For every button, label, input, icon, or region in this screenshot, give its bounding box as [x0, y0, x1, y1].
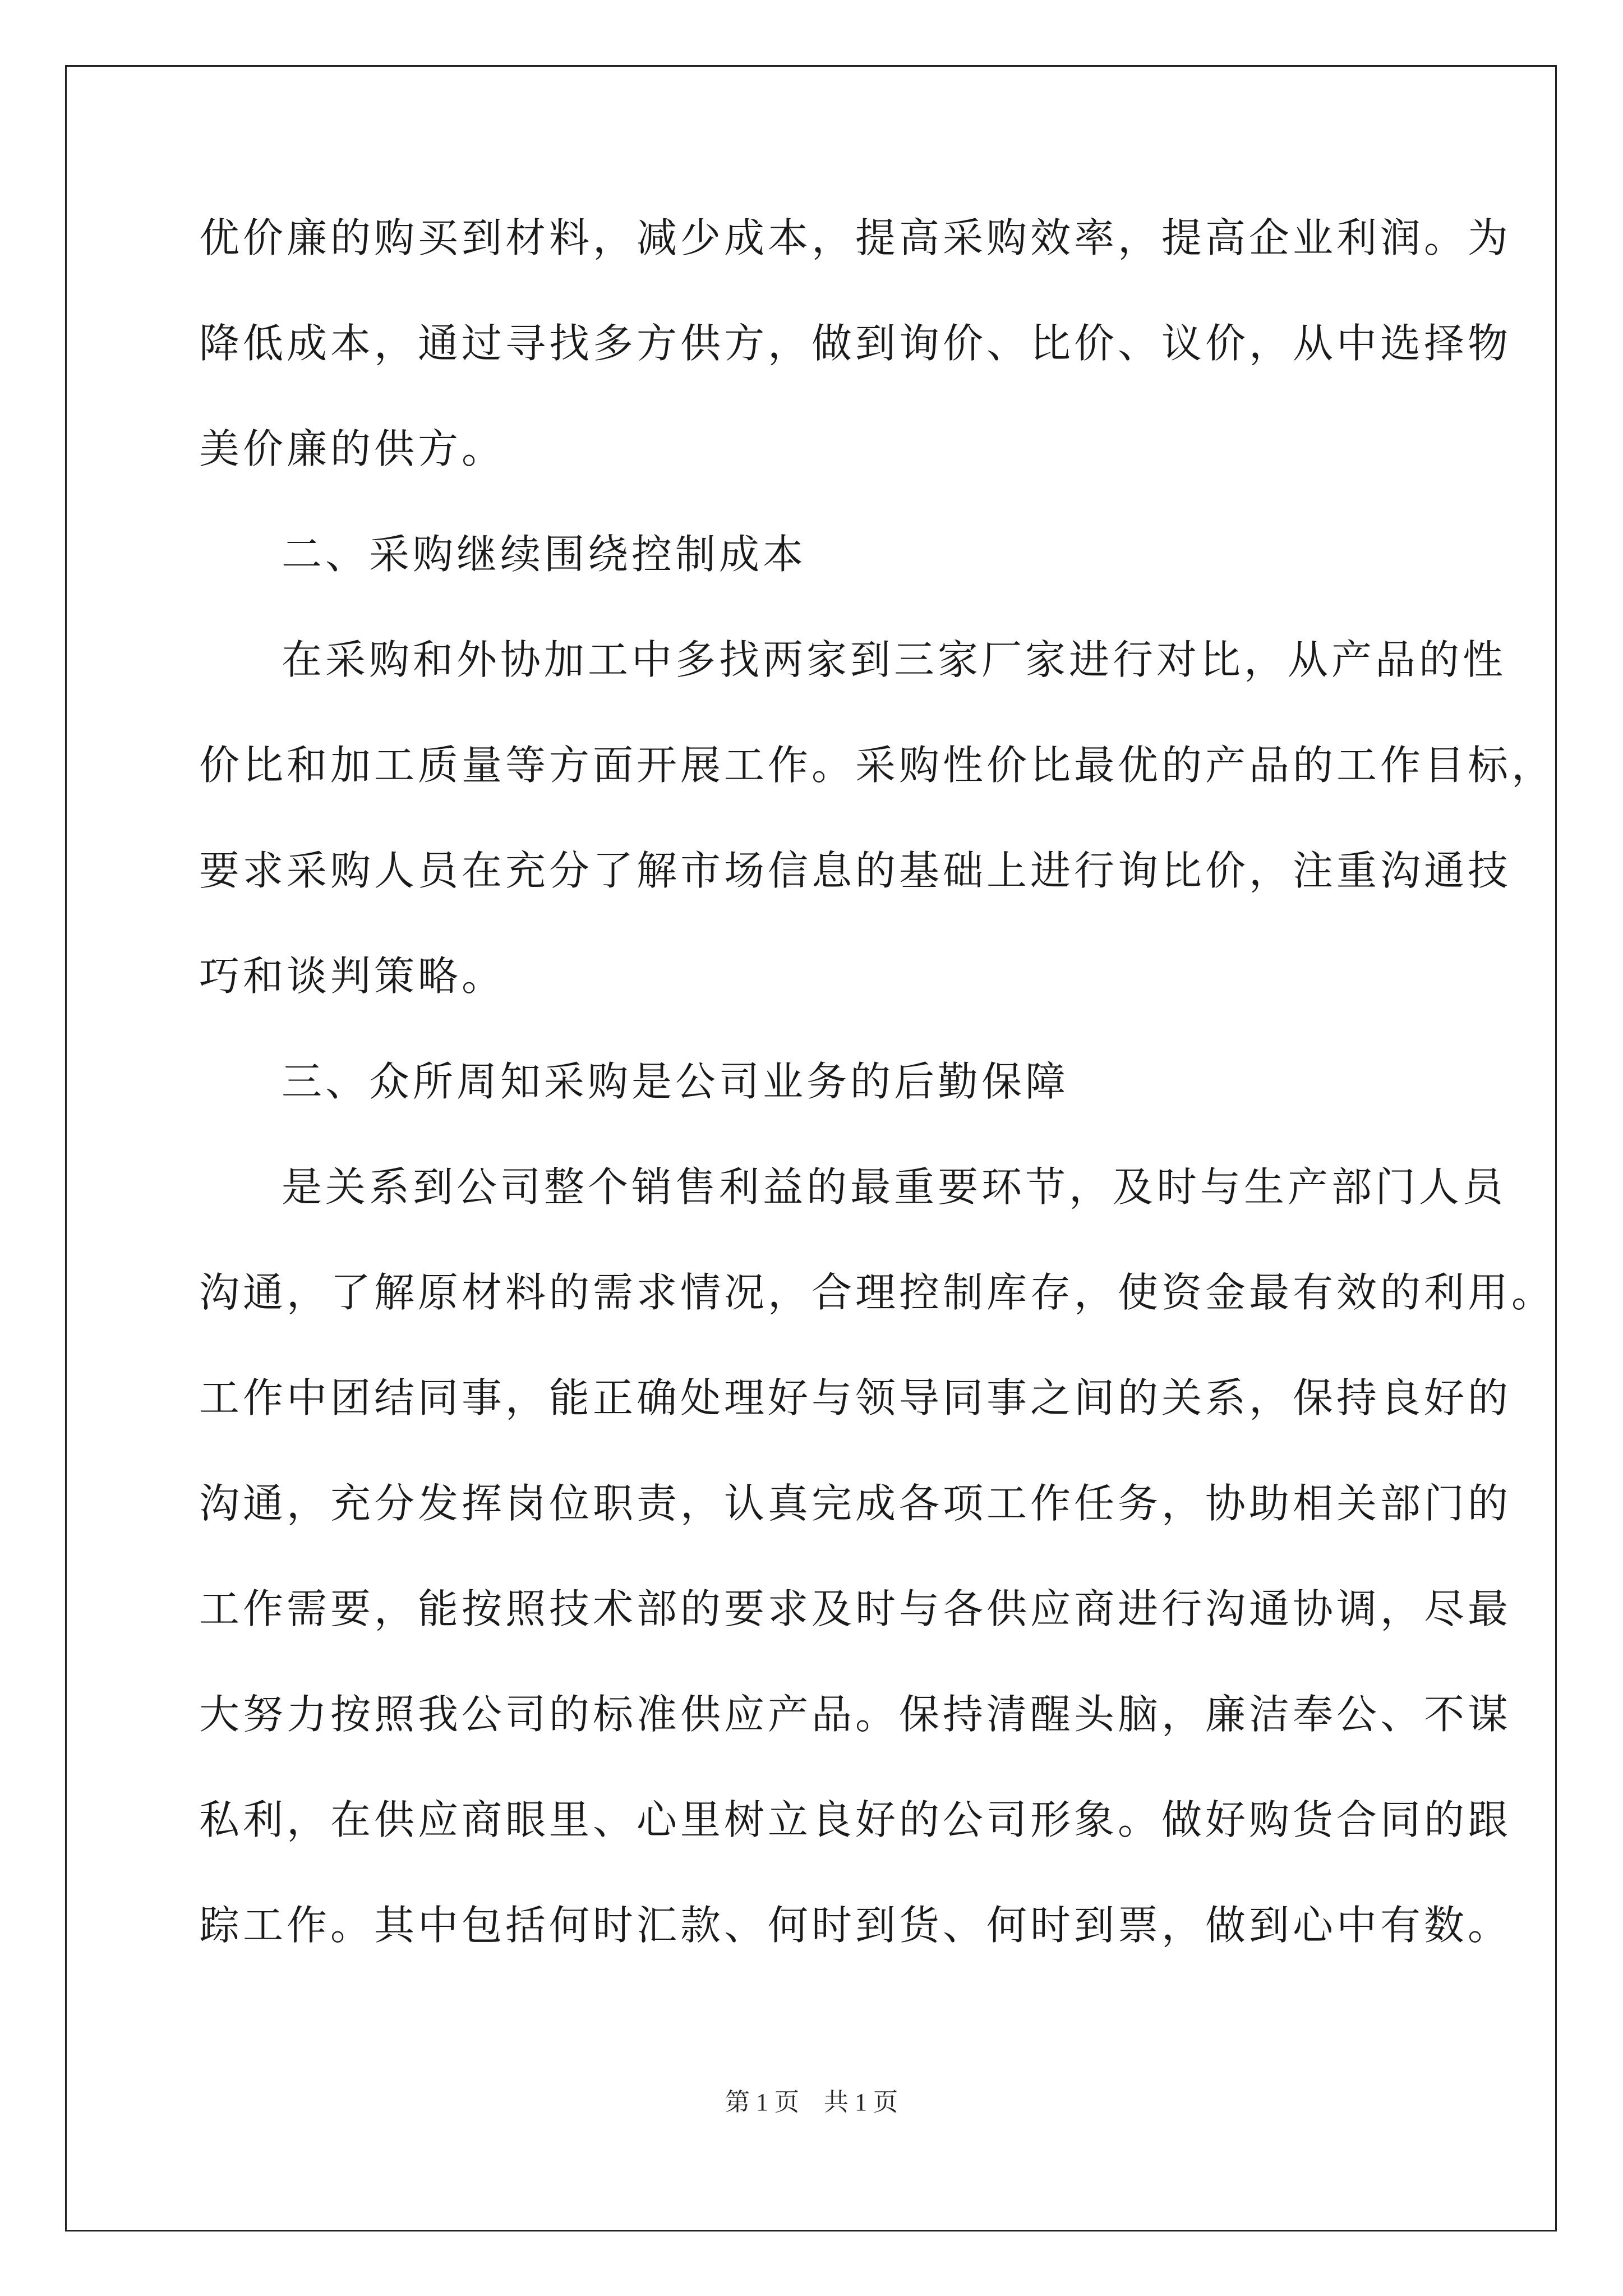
page-footer: 第 1 页 共 1 页: [725, 2088, 898, 2116]
text-line: 降低成本，通过寻找多方供方，做到询价、比价、议价，从中选择物: [199, 320, 1512, 367]
section-heading: 三、众所周知采购是公司业务的后勤保障: [282, 1058, 1069, 1105]
section-heading: 二、采购继续围绕控制成本: [282, 531, 807, 578]
text-line: 工作中团结同事，能正确处理好与领导同事之间的关系，保持良好的: [199, 1374, 1512, 1421]
text-line: 优价廉的购买到材料，减少成本，提高采购效率，提高企业利润。为: [199, 214, 1512, 261]
text-line: 踪工作。其中包括何时汇款、何时到货、何时到票，做到心中有数。: [199, 1902, 1512, 1949]
text-line: 沟通，了解原材料的需求情况，合理控制库存，使资金最有效的利用。: [199, 1269, 1556, 1316]
text-line: 要求采购人员在充分了解市场信息的基础上进行询比价，注重沟通技: [199, 847, 1512, 894]
text-line: 美价廉的供方。: [199, 425, 506, 472]
text-line: 工作需要，能按照技术部的要求及时与各供应商进行沟通协调，尽最: [199, 1585, 1512, 1632]
text-line: 私利，在供应商眼里、心里树立良好的公司形象。做好购货合同的跟: [199, 1796, 1512, 1843]
text-line: 巧和谈判策略。: [199, 953, 506, 1000]
text-line: 沟通，充分发挥岗位职责，认真完成各项工作任务，协助相关部门的: [199, 1480, 1512, 1527]
text-line: 大努力按照我公司的标准供应产品。保持清醒头脑，廉洁奉公、不谋: [199, 1691, 1512, 1738]
text-line: 价比和加工质量等方面开展工作。采购性价比最优的产品的工作目标，: [199, 742, 1556, 789]
text-line: 是关系到公司整个销售利益的最重要环节，及时与生产部门人员: [282, 1163, 1507, 1211]
text-line: 在采购和外协加工中多找两家到三家厂家进行对比，从产品的性: [282, 636, 1507, 683]
